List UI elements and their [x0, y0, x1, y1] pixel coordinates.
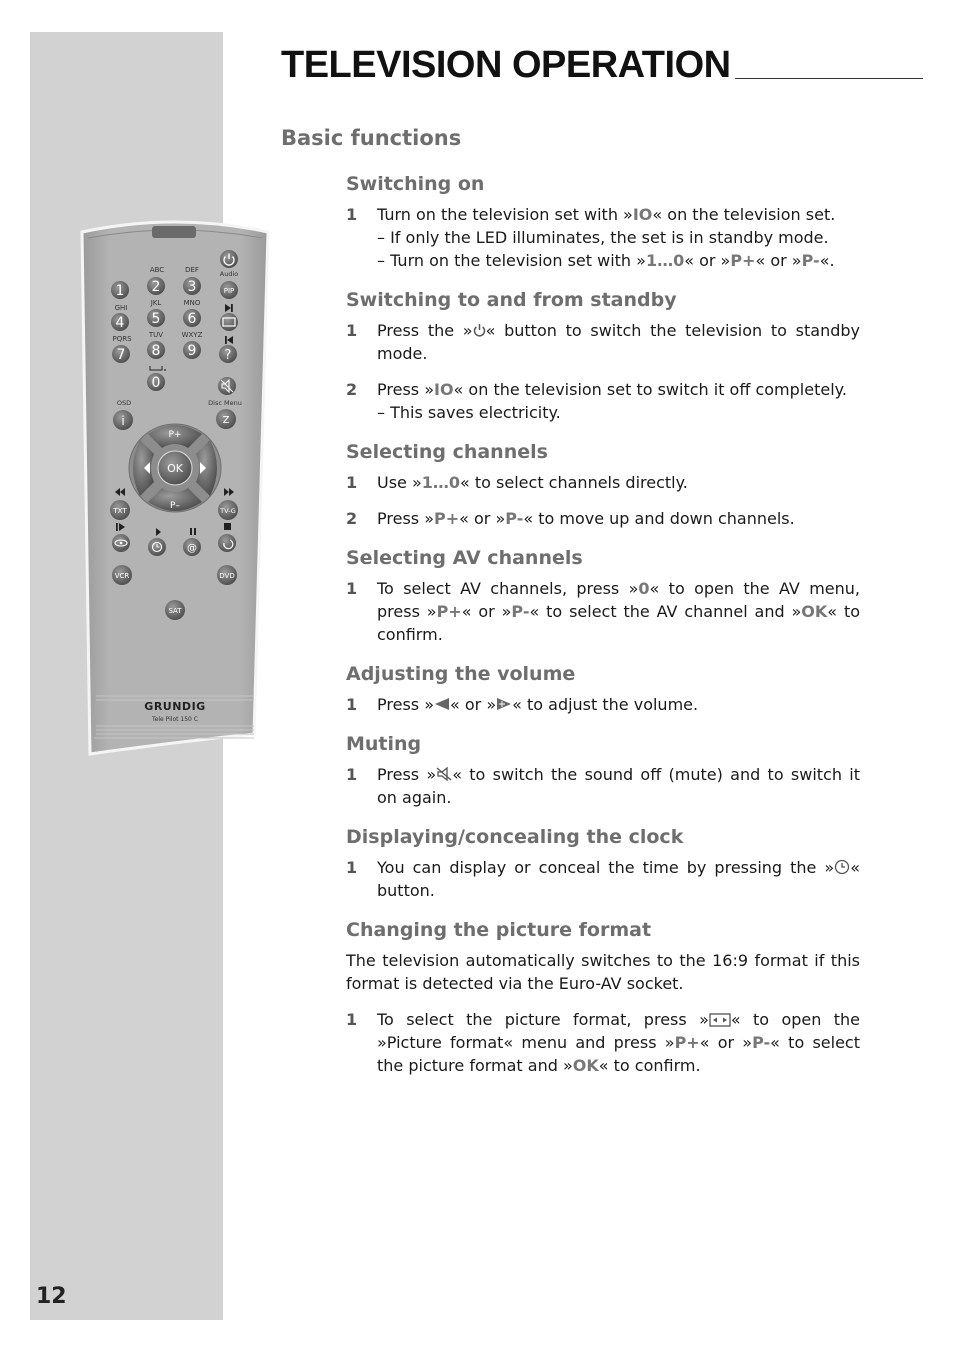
- text: « on the television set.: [652, 205, 836, 224]
- note-line: – If only the LED illuminates, the set is in standby mode.: [377, 228, 829, 247]
- section-muting: [346, 732, 860, 809]
- key-label: i: [121, 414, 125, 428]
- text: « on the television set to switch it off completely.: [453, 380, 847, 399]
- label-jkl: JKL: [150, 299, 162, 307]
- step-text: [377, 1008, 860, 1077]
- text: « to select channels directly.: [460, 473, 688, 492]
- step-text: [377, 856, 860, 902]
- power-icon: [473, 323, 486, 337]
- page-header: [281, 46, 923, 84]
- key-label: 7: [116, 347, 126, 363]
- dvd-button[interactable]: [217, 565, 237, 585]
- step: [346, 507, 860, 530]
- step-text: [377, 203, 860, 272]
- key-reference: 1…0: [645, 251, 685, 270]
- key-reference: OK: [801, 602, 828, 621]
- text: « or »: [755, 251, 802, 270]
- key-reference: P-: [511, 602, 530, 621]
- step-text: [377, 577, 860, 646]
- key-label: DVD: [219, 572, 235, 580]
- vcr-button[interactable]: [112, 565, 132, 585]
- step-text: [377, 763, 860, 809]
- text: – Turn on the television set with »: [377, 251, 646, 270]
- text: Turn on the television set with »: [377, 205, 633, 224]
- key-9[interactable]: [183, 341, 201, 359]
- text: You can display or conceal the time by pressing the »: [377, 858, 835, 877]
- subheading-selecting-channels: Selecting channels: [346, 441, 548, 463]
- key-label: 2: [151, 279, 161, 295]
- at-button[interactable]: [183, 538, 201, 556]
- text: « to open the »Picture format« menu and press »: [377, 1010, 861, 1052]
- key-reference: P+: [436, 602, 462, 621]
- step: [346, 1008, 860, 1077]
- label-mno: MNO: [183, 299, 201, 307]
- key-label: ?: [224, 348, 232, 363]
- step-number: 1: [346, 321, 358, 340]
- key-label: 4: [115, 315, 125, 331]
- key-reference: P+: [730, 251, 756, 270]
- key-reference: IO: [433, 380, 454, 399]
- text: To select AV channels, press »: [377, 579, 639, 598]
- key-8[interactable]: [147, 341, 165, 359]
- text: « to confirm.: [377, 602, 860, 644]
- text: « or »: [461, 602, 512, 621]
- label-def: DEF: [185, 266, 199, 274]
- key-reference: P+: [674, 1033, 700, 1052]
- subheading-muting: Muting: [346, 733, 422, 755]
- step: [346, 763, 860, 809]
- subheading-picture-format: Changing the picture format: [346, 919, 652, 941]
- section-switching-on: [346, 172, 860, 272]
- text: « to open the AV menu, press »: [377, 579, 860, 621]
- label-osd: OSD: [116, 399, 132, 407]
- step: [346, 693, 860, 716]
- subheading-volume: Adjusting the volume: [346, 663, 576, 685]
- text: « to select the picture format and »: [377, 1033, 860, 1075]
- key-reference: P-: [505, 509, 524, 528]
- key-3[interactable]: [183, 277, 201, 295]
- text: Press »: [377, 765, 437, 784]
- content-column: [346, 172, 860, 1093]
- step-text: [377, 319, 860, 365]
- section-standby: [346, 288, 860, 424]
- text: « or »: [459, 509, 506, 528]
- key-label: P–: [170, 501, 180, 511]
- step: [346, 856, 860, 902]
- label-pqrs: PQRS: [112, 335, 132, 343]
- text: Press »: [377, 695, 434, 714]
- text: « to move up and down channels.: [523, 509, 795, 528]
- step-text: [377, 378, 860, 424]
- text: « button.: [377, 858, 860, 900]
- subheading-clock: Displaying/concealing the clock: [346, 826, 684, 848]
- step-number: 1: [346, 858, 358, 877]
- key-label: P+: [168, 430, 182, 440]
- key-label: 9: [187, 343, 197, 359]
- stop-icon: [224, 523, 231, 530]
- text: « to adjust the volume.: [512, 695, 699, 714]
- text: « button to switch the television to standby mode.: [377, 321, 860, 363]
- key-reference: 0: [638, 579, 650, 598]
- key-4[interactable]: [111, 313, 129, 331]
- info-button[interactable]: [113, 410, 133, 430]
- section-picture-format: [346, 918, 860, 1077]
- text: Press »: [377, 509, 434, 528]
- pip-button[interactable]: [220, 281, 238, 299]
- step-number: 1: [346, 205, 358, 224]
- volume-down-icon: [434, 698, 450, 710]
- section-selecting-channels: [346, 440, 860, 530]
- key-label: 0: [151, 375, 161, 391]
- key-label: OK: [167, 462, 183, 475]
- question-button[interactable]: [219, 345, 237, 363]
- text: Press »: [377, 380, 434, 399]
- key-reference: P+: [433, 509, 460, 528]
- key-6[interactable]: [183, 309, 201, 327]
- mute-button[interactable]: [218, 377, 236, 395]
- text: «.: [819, 251, 835, 270]
- back-button[interactable]: [218, 534, 236, 552]
- note-line: – This saves electricity.: [377, 403, 561, 422]
- remote-brand: GRUNDIG: [144, 700, 206, 713]
- step-number: 2: [346, 509, 358, 528]
- key-reference: OK: [572, 1056, 599, 1075]
- step-number: 1: [346, 765, 358, 784]
- step-number: 1: [346, 1010, 358, 1029]
- text: « or »: [449, 695, 497, 714]
- page-number: 12: [36, 1284, 67, 1309]
- step-number: 1: [346, 695, 358, 714]
- key-label: Z: [222, 415, 230, 426]
- text: Use »: [377, 473, 422, 492]
- remote-control-illustration: [80, 218, 270, 758]
- key-reference: IO: [632, 205, 653, 224]
- step-text: [377, 507, 860, 530]
- text: « or »: [699, 1033, 753, 1052]
- key-label: 5: [151, 311, 161, 327]
- text: « or »: [684, 251, 731, 270]
- label-abc: ABC: [149, 266, 165, 274]
- ir-window: [152, 226, 196, 238]
- label-wxyz: WXYZ: [181, 331, 203, 339]
- volume-up-icon: [496, 698, 512, 710]
- step: [346, 577, 860, 646]
- key-label: TV-G: [220, 507, 236, 515]
- txt-button[interactable]: [110, 500, 130, 520]
- eye-button[interactable]: [112, 534, 130, 552]
- section-heading: Basic functions: [281, 126, 462, 150]
- section-clock: [346, 825, 860, 902]
- label-audio: Audio: [219, 270, 239, 278]
- key-label: @: [187, 543, 197, 554]
- subheading-switching-on: Switching on: [346, 173, 485, 195]
- step-number: 1: [346, 473, 358, 492]
- mute-icon: [436, 766, 452, 782]
- step: [346, 203, 860, 272]
- key-label: 6: [187, 311, 197, 327]
- key-label: 1: [115, 283, 125, 299]
- step-number: 1: [346, 579, 358, 598]
- format-button[interactable]: [220, 313, 238, 331]
- step-text: [377, 693, 860, 716]
- key-7[interactable]: [112, 345, 130, 363]
- remote-model: Tele Pilot 150 C: [152, 716, 198, 723]
- step: [346, 319, 860, 365]
- key-reference: 1…0: [421, 473, 461, 492]
- section-volume: [346, 662, 860, 716]
- subheading-standby: Switching to and from standby: [346, 289, 677, 311]
- picture-format-icon: [709, 1013, 731, 1027]
- text: « to switch the sound off (mute) and to switch it on again.: [377, 765, 861, 807]
- key-label: SAT: [168, 607, 182, 615]
- step-text: [377, 471, 860, 494]
- tv-guide-button[interactable]: [218, 500, 238, 520]
- label-ghi: GHI: [114, 304, 128, 312]
- text: Press the »: [377, 321, 473, 340]
- key-reference: P-: [801, 251, 820, 270]
- key-5[interactable]: [147, 309, 165, 327]
- text: To select the picture format, press »: [377, 1010, 709, 1029]
- key-label: 3: [187, 279, 197, 295]
- label-disc-menu: Disc Menu: [208, 399, 242, 407]
- label-tuv: TUV: [148, 331, 164, 339]
- key-label: PIP: [223, 287, 235, 295]
- disc-menu-button[interactable]: [216, 409, 236, 429]
- navigation-pad: [129, 424, 221, 512]
- ok-button[interactable]: [158, 451, 192, 485]
- section-av-channels: [346, 546, 860, 646]
- title-rule: [735, 78, 923, 79]
- text: « to select the AV channel and »: [529, 602, 802, 621]
- key-0[interactable]: [147, 373, 165, 391]
- key-label: VCR: [114, 572, 130, 580]
- page-title: TELEVISION OPERATION: [281, 44, 731, 86]
- key-label: 8: [151, 343, 161, 359]
- power-button[interactable]: [220, 250, 238, 268]
- clock-button[interactable]: [148, 538, 166, 556]
- step: [346, 471, 860, 494]
- intro-paragraph: The television automatically switches to the 16:9 format if this format is detected via the Euro-AV socket.: [346, 951, 860, 993]
- clock-icon: [834, 859, 850, 875]
- key-reference: P-: [752, 1033, 771, 1052]
- key-2[interactable]: [147, 277, 165, 295]
- text: « to confirm.: [598, 1056, 701, 1075]
- sat-button[interactable]: [165, 600, 185, 620]
- step-number: 2: [346, 380, 358, 399]
- key-label: TXT: [113, 507, 127, 515]
- step: [346, 378, 860, 424]
- subheading-av-channels: Selecting AV channels: [346, 547, 583, 569]
- key-1[interactable]: [111, 281, 129, 299]
